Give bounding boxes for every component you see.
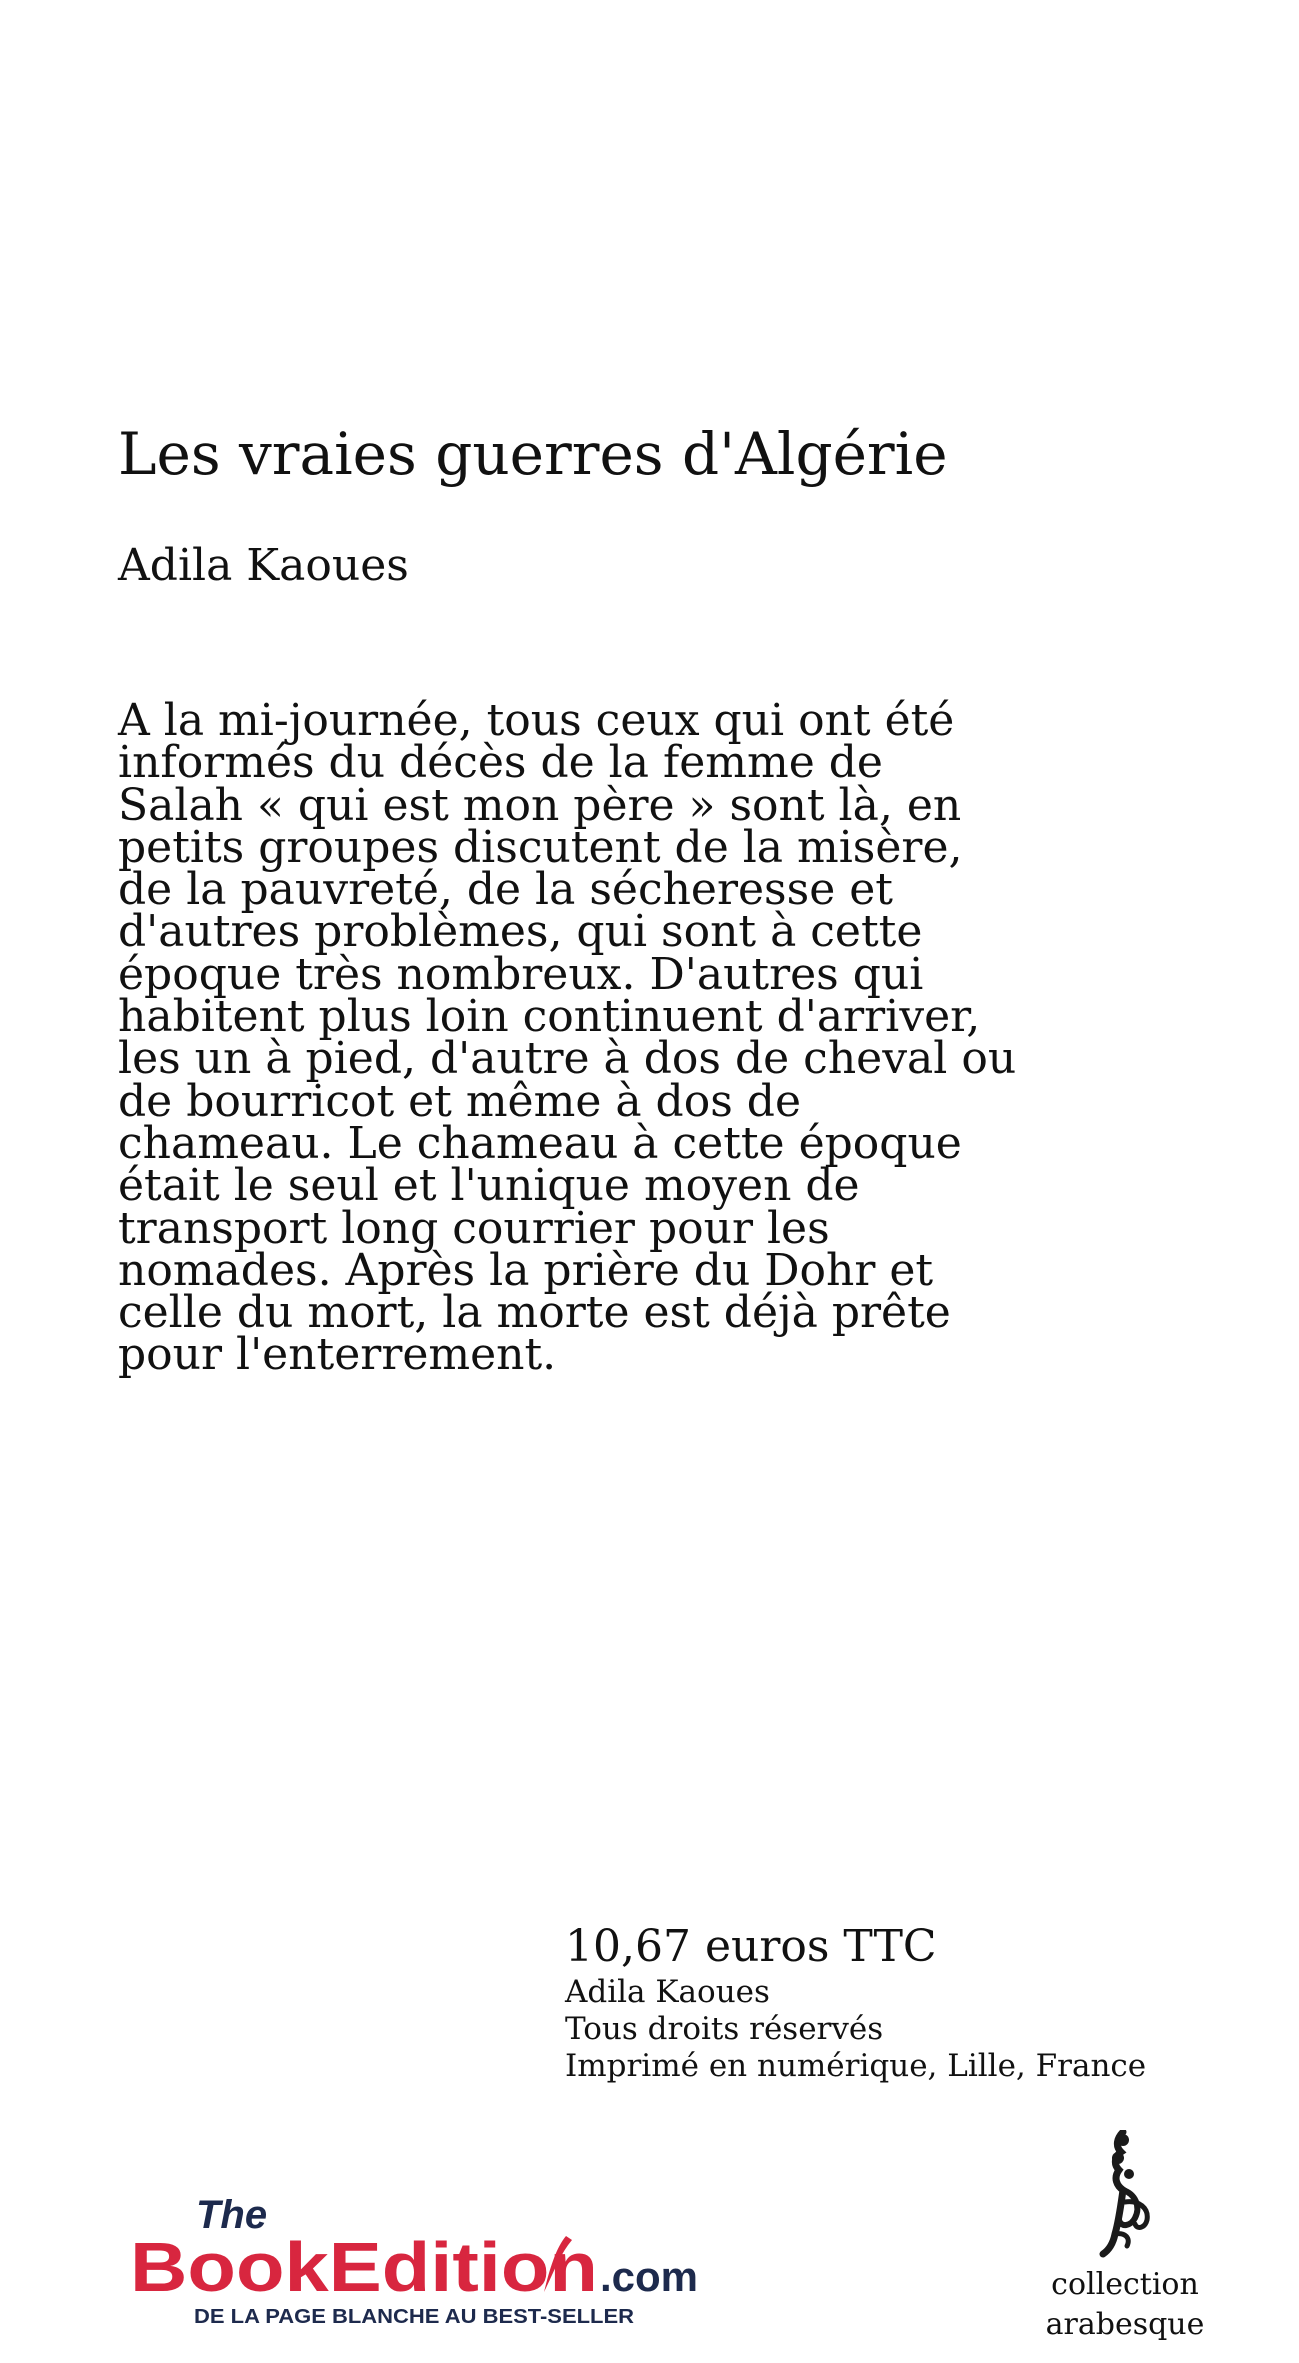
excerpt-line: de bourricot et même à dos de [118,1075,801,1127]
price-label: 10,67 euros TTC [565,1921,937,1972]
excerpt-line: chameau. Le chameau à cette époque [118,1117,962,1169]
excerpt-line: transport long courrier pour les [118,1202,830,1254]
logo-domain-text: .com [600,2253,699,2300]
rights-notice: Tous droits réservés [565,2011,884,2047]
excerpt-line: petits groupes discutent de la misère, [118,821,963,873]
excerpt-line: était le seul et l'unique moyen de [118,1160,860,1212]
bookedition-logo [130,2188,710,2328]
excerpt-line: nomades. Après la prière du Dohr et [118,1244,934,1296]
excerpt-text [118,695,1018,1381]
logo-the-text: The [196,2193,268,2237]
colophon-author: Adila Kaoues [565,1974,770,2010]
book-author: Adila Kaoues [118,540,409,591]
arabesque-ornament-icon [1085,2130,1165,2260]
excerpt-line: informés du décès de la femme de [118,737,883,789]
collection-mark [1030,2130,1220,2340]
excerpt-line: Salah « qui est mon père » sont là, en [118,779,962,831]
book-title: Les vraies guerres d'Algérie [118,420,948,488]
excerpt-line: d'autres problèmes, qui sont à cette [118,906,923,958]
colophon [565,1920,1146,2085]
excerpt-line: A la mi-journée, tous ceux qui ont été [118,695,955,746]
excerpt-line: habitent plus loin continuent d'arriver, [118,991,981,1043]
excerpt-line: pour l'enterrement. [118,1329,557,1381]
excerpt-line: les un à pied, d'autre à dos de cheval ou [118,1033,1017,1085]
collection-label-2: arabesque [1045,2307,1205,2342]
excerpt-line: de la pauvreté, de la sécheresse et [118,864,893,916]
collection-label-1: collection [1051,2267,1199,2302]
printing-notice: Imprimé en numérique, Lille, France [565,2048,1147,2084]
excerpt-line: époque très nombreux. D'autres qui [118,948,924,1000]
logo-tagline: DE LA PAGE BLANCHE AU BEST-SELLER [194,2306,635,2328]
logo-brand-text: BookEditi on [130,2228,593,2306]
excerpt-line: celle du mort, la morte est déjà prête [118,1287,951,1339]
